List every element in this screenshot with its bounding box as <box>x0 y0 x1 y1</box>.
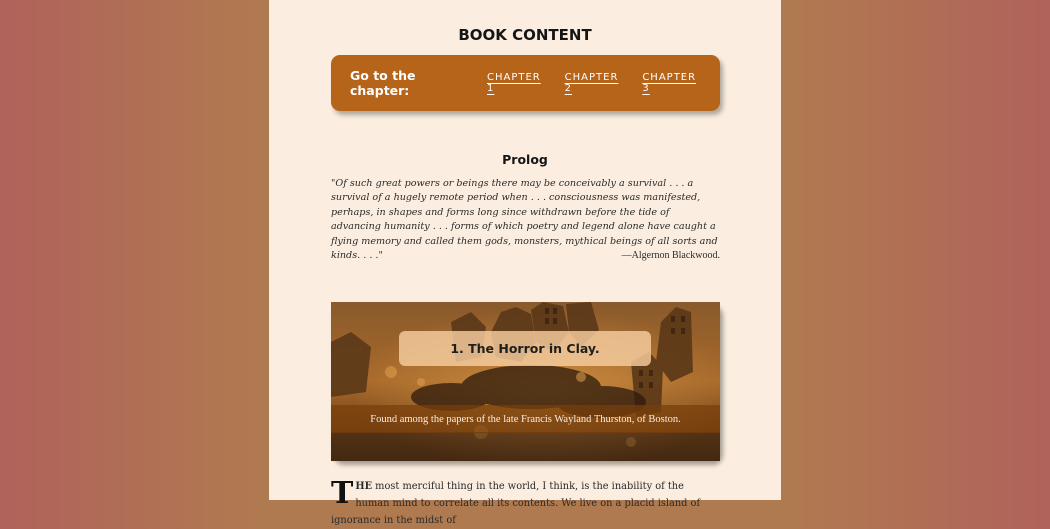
chapter-1-subtitle: Found among the papers of the late Francis Wayland Thurston, of Boston. <box>331 405 720 433</box>
drop-cap: T <box>331 476 354 511</box>
chapter-1-heading: 1. The Horror in Clay. <box>399 331 651 366</box>
chapter-1-link[interactable]: CHAPTER 1 <box>486 72 541 94</box>
lead-in: HE <box>355 481 373 492</box>
page-title: BOOK CONTENT <box>458 26 592 44</box>
book-page <box>269 0 781 526</box>
chapter-navigation <box>331 55 720 111</box>
chapter-illustration <box>331 302 720 461</box>
chapter-nav-label: Go to the chapter: <box>350 68 416 98</box>
chapter-1-card <box>331 302 720 461</box>
chapter-1-body <box>331 478 721 529</box>
prolog-heading: Prolog <box>502 152 548 167</box>
epigraph-attribution: —Algernon Blackwood. <box>621 250 720 261</box>
chapter-2-link[interactable]: CHAPTER 2 <box>564 72 619 94</box>
prolog-epigraph: "Of such great powers or beings there may be conceivably a survival . . . a survival of a hugely remote period when . . . consciousness was manifested, perhaps, in shapes and forms long since withdrawn before the tide of advancing humanity . . . forms of which poetry and legend alone have caught a flying memory and called them gods, monsters, mythical beings of all sorts and kinds. . . ." <box>331 178 718 262</box>
chapter-1-text: most merciful thing in the world, I think, is the inability of the human mind to correlate all its contents. We live on a placid island of ignorance in the midst of <box>331 481 701 526</box>
chapter-3-link[interactable]: CHAPTER 3 <box>642 72 697 94</box>
